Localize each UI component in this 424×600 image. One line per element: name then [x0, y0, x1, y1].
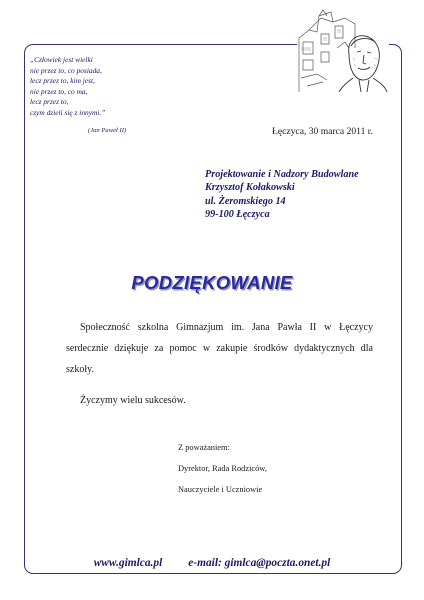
quote-line: lecz przez to, [30, 97, 69, 107]
letter-title: PODZIĘKOWANIE [131, 272, 293, 293]
recipient-company: Projektowanie i Nadzory Budowlane [205, 169, 359, 180]
quote-line: nie przez to, co ma, [30, 86, 88, 96]
motto-quote [30, 55, 200, 119]
closing-signatories: Dyrektor, Rada Rodziców, [178, 464, 267, 473]
body-paragraph: Społeczność szkolna Gimnazjum im. Jana Pawła II w Łęczycy serdecznie dziękuje za pomoc w zakupie środków dydaktycznych dla szkoły. [66, 322, 373, 375]
footer-website-link[interactable]: www.gimlca.pl [93, 557, 163, 569]
letter-footer [0, 557, 424, 569]
closing-greeting: Z poważaniem: [178, 443, 230, 452]
letter-body [66, 317, 373, 411]
quote-line: „Człowiek jest wielki [30, 55, 93, 64]
recipient-address [205, 168, 359, 221]
recipient-city: 99-100 Łęczyca [205, 208, 270, 220]
pope-portrait-sketch-icon [297, 8, 389, 92]
recipient-name: Krzysztof Kołakowski [205, 182, 295, 194]
quote-line: lecz przez to, kim jest, [30, 76, 95, 86]
closing-signatories: Nauczyciele i Uczniowie [178, 485, 263, 494]
body-wishes: Życzymy wielu sukcesów. [80, 395, 186, 406]
footer-email-link[interactable]: e-mail: gimlca@poczta.onet.pl [188, 557, 331, 569]
letter-closing [178, 437, 267, 500]
quote-author: (Jan Paweł II) [88, 127, 127, 134]
quote-line: czym dzieli się z innymi.” [30, 107, 106, 117]
letter-date: Łęczyca, 30 marca 2011 r. [272, 126, 373, 137]
recipient-street: ul. Żeromskiego 14 [205, 195, 286, 207]
quote-line: nie przez to, co posiada, [30, 65, 102, 75]
